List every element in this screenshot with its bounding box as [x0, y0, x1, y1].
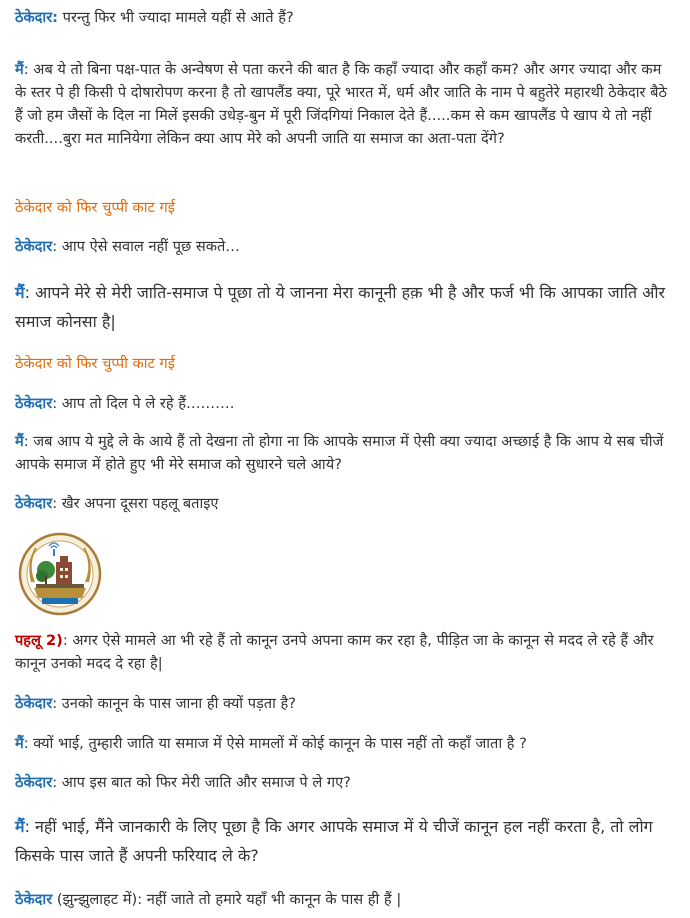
- dialogue-paragraph: [15, 692, 675, 715]
- dialogue-text: : अगर ऐसे मामले आ भी रहे हैं तो कानून उनपे अपना काम कर रहा है, पीड़ित जा के कानून से मदद ले रहे हैं और कानून उनको मदद दे रहा है|: [15, 632, 654, 672]
- speaker-label: ठेकेदार:: [15, 9, 59, 26]
- speaker-label: मैं: [15, 817, 25, 836]
- dialogue-text: : जब आप ये मुद्दे ले के आये हैं तो देखना तो होगा ना कि आपके समाज में ऐसी क्या ज्यादा अच्छाई है कि आप ये सब चीजें आपके समाज में होते हुए भी मेरे समाज को सुधारने चले आये?: [15, 433, 664, 473]
- nidana-heights-logo: [18, 532, 102, 616]
- dialogue-text: : क्यों भाई, तुम्हारी जाति या समाज में ऐसे मामलों में कोई कानून के पास नहीं तो कहाँ जाता है ?: [23, 735, 527, 752]
- dialogue-paragraph: [15, 812, 675, 870]
- dialogue-paragraph: [15, 430, 675, 476]
- dialogue-paragraph: [15, 58, 675, 150]
- dialogue-text: : आप ऐसे सवाल नहीं पूछ सकते…: [52, 238, 240, 255]
- speaker-label: ठेकेदार: [15, 891, 53, 908]
- speaker-label: ठेकेदार: [15, 238, 53, 255]
- speaker-label: मैं: [15, 283, 25, 302]
- dialogue-text: : आप इस बात को फिर मेरी जाति और समाज पे ले गए?: [52, 774, 351, 791]
- dialogue-paragraph: [15, 6, 675, 29]
- dialogue-paragraph: [15, 888, 675, 911]
- dialogue-text: : आपने मेरे से मेरी जाति-समाज पे पूछा तो ये जानना मेरा कानूनी हक़ भी है और फर्ज भी कि आपका जाति और समाज कोनसा है|: [15, 283, 666, 331]
- speaker-label: मैं: [15, 735, 24, 752]
- dialogue-paragraph: [15, 771, 675, 794]
- dialogue-paragraph: [15, 392, 675, 415]
- dialogue-paragraph: [15, 629, 675, 675]
- speaker-label: ठेकेदार: [15, 495, 53, 512]
- dialogue-paragraph: [15, 732, 675, 755]
- dialogue-text: परन्तु फिर भी ज्यादा मामले यहीं से आते हैं?: [58, 9, 294, 26]
- dialogue-text: : खैर अपना दूसरा पहलू बताइए: [52, 495, 219, 512]
- speaker-label: ठेकेदार: [15, 395, 53, 412]
- dialogue-text: : आप तो दिल पे ले रहे हैं……….: [52, 395, 235, 412]
- dialogue-paragraph: [15, 235, 675, 258]
- dialogue-text: : अब ये तो बिना पक्ष-पात के अन्वेषण से पता करने की बात है कि कहाँ ज्यादा और कहाँ कम? और अगर ज्यादा और कम के स्तर पे ही किसी पे दोषारोपण करना है तो खापलैंड क्या, पूरे भारत में, धर्म और जाति के नाम पे बहुतेरे महारथी ठेकेदार बैठे हैं जो हम जैसों के दिल ना मिलें इसकी उधेड़-बुन में पूरी जिंदगियां निकाल देते हैं.....कम से कम खापलैंड पे खाप ये तो नहीं करती....बुरा मत मानियेगा लेकिन क्या आप मेरे को अपनी जाति या समाज का अता-पता देंगे?: [15, 61, 667, 147]
- dialogue-text: : उनको कानून के पास जाना ही क्यों पड़ता है?: [52, 695, 297, 712]
- speaker-label: पहलू 2): [15, 632, 63, 649]
- speaker-label: मैं: [15, 433, 24, 450]
- narration-note: ठेकेदार को फिर चुप्पी काट गई: [15, 355, 175, 372]
- dialogue-text: : नहीं भाई, मैंने जानकारी के लिए पूछा है कि अगर आपके समाज में ये चीजें कानून हल नहीं करता है, तो लोग किसके पास जाते हैं अपनी फरियाद ले के?: [15, 817, 653, 865]
- narration-note: ठेकेदार को फिर चुप्पी काट गई: [15, 199, 175, 216]
- speaker-label: ठेकेदार: [15, 695, 53, 712]
- dialogue-text: (झुन्झुलाहट में): नहीं जाते तो हमारे यहाँ भी कानून के पास ही हैं |: [52, 891, 402, 908]
- speaker-label: मैं: [15, 61, 24, 78]
- dialogue-paragraph: [15, 278, 675, 336]
- speaker-label: ठेकेदार: [15, 774, 53, 791]
- dialogue-paragraph: [15, 492, 675, 515]
